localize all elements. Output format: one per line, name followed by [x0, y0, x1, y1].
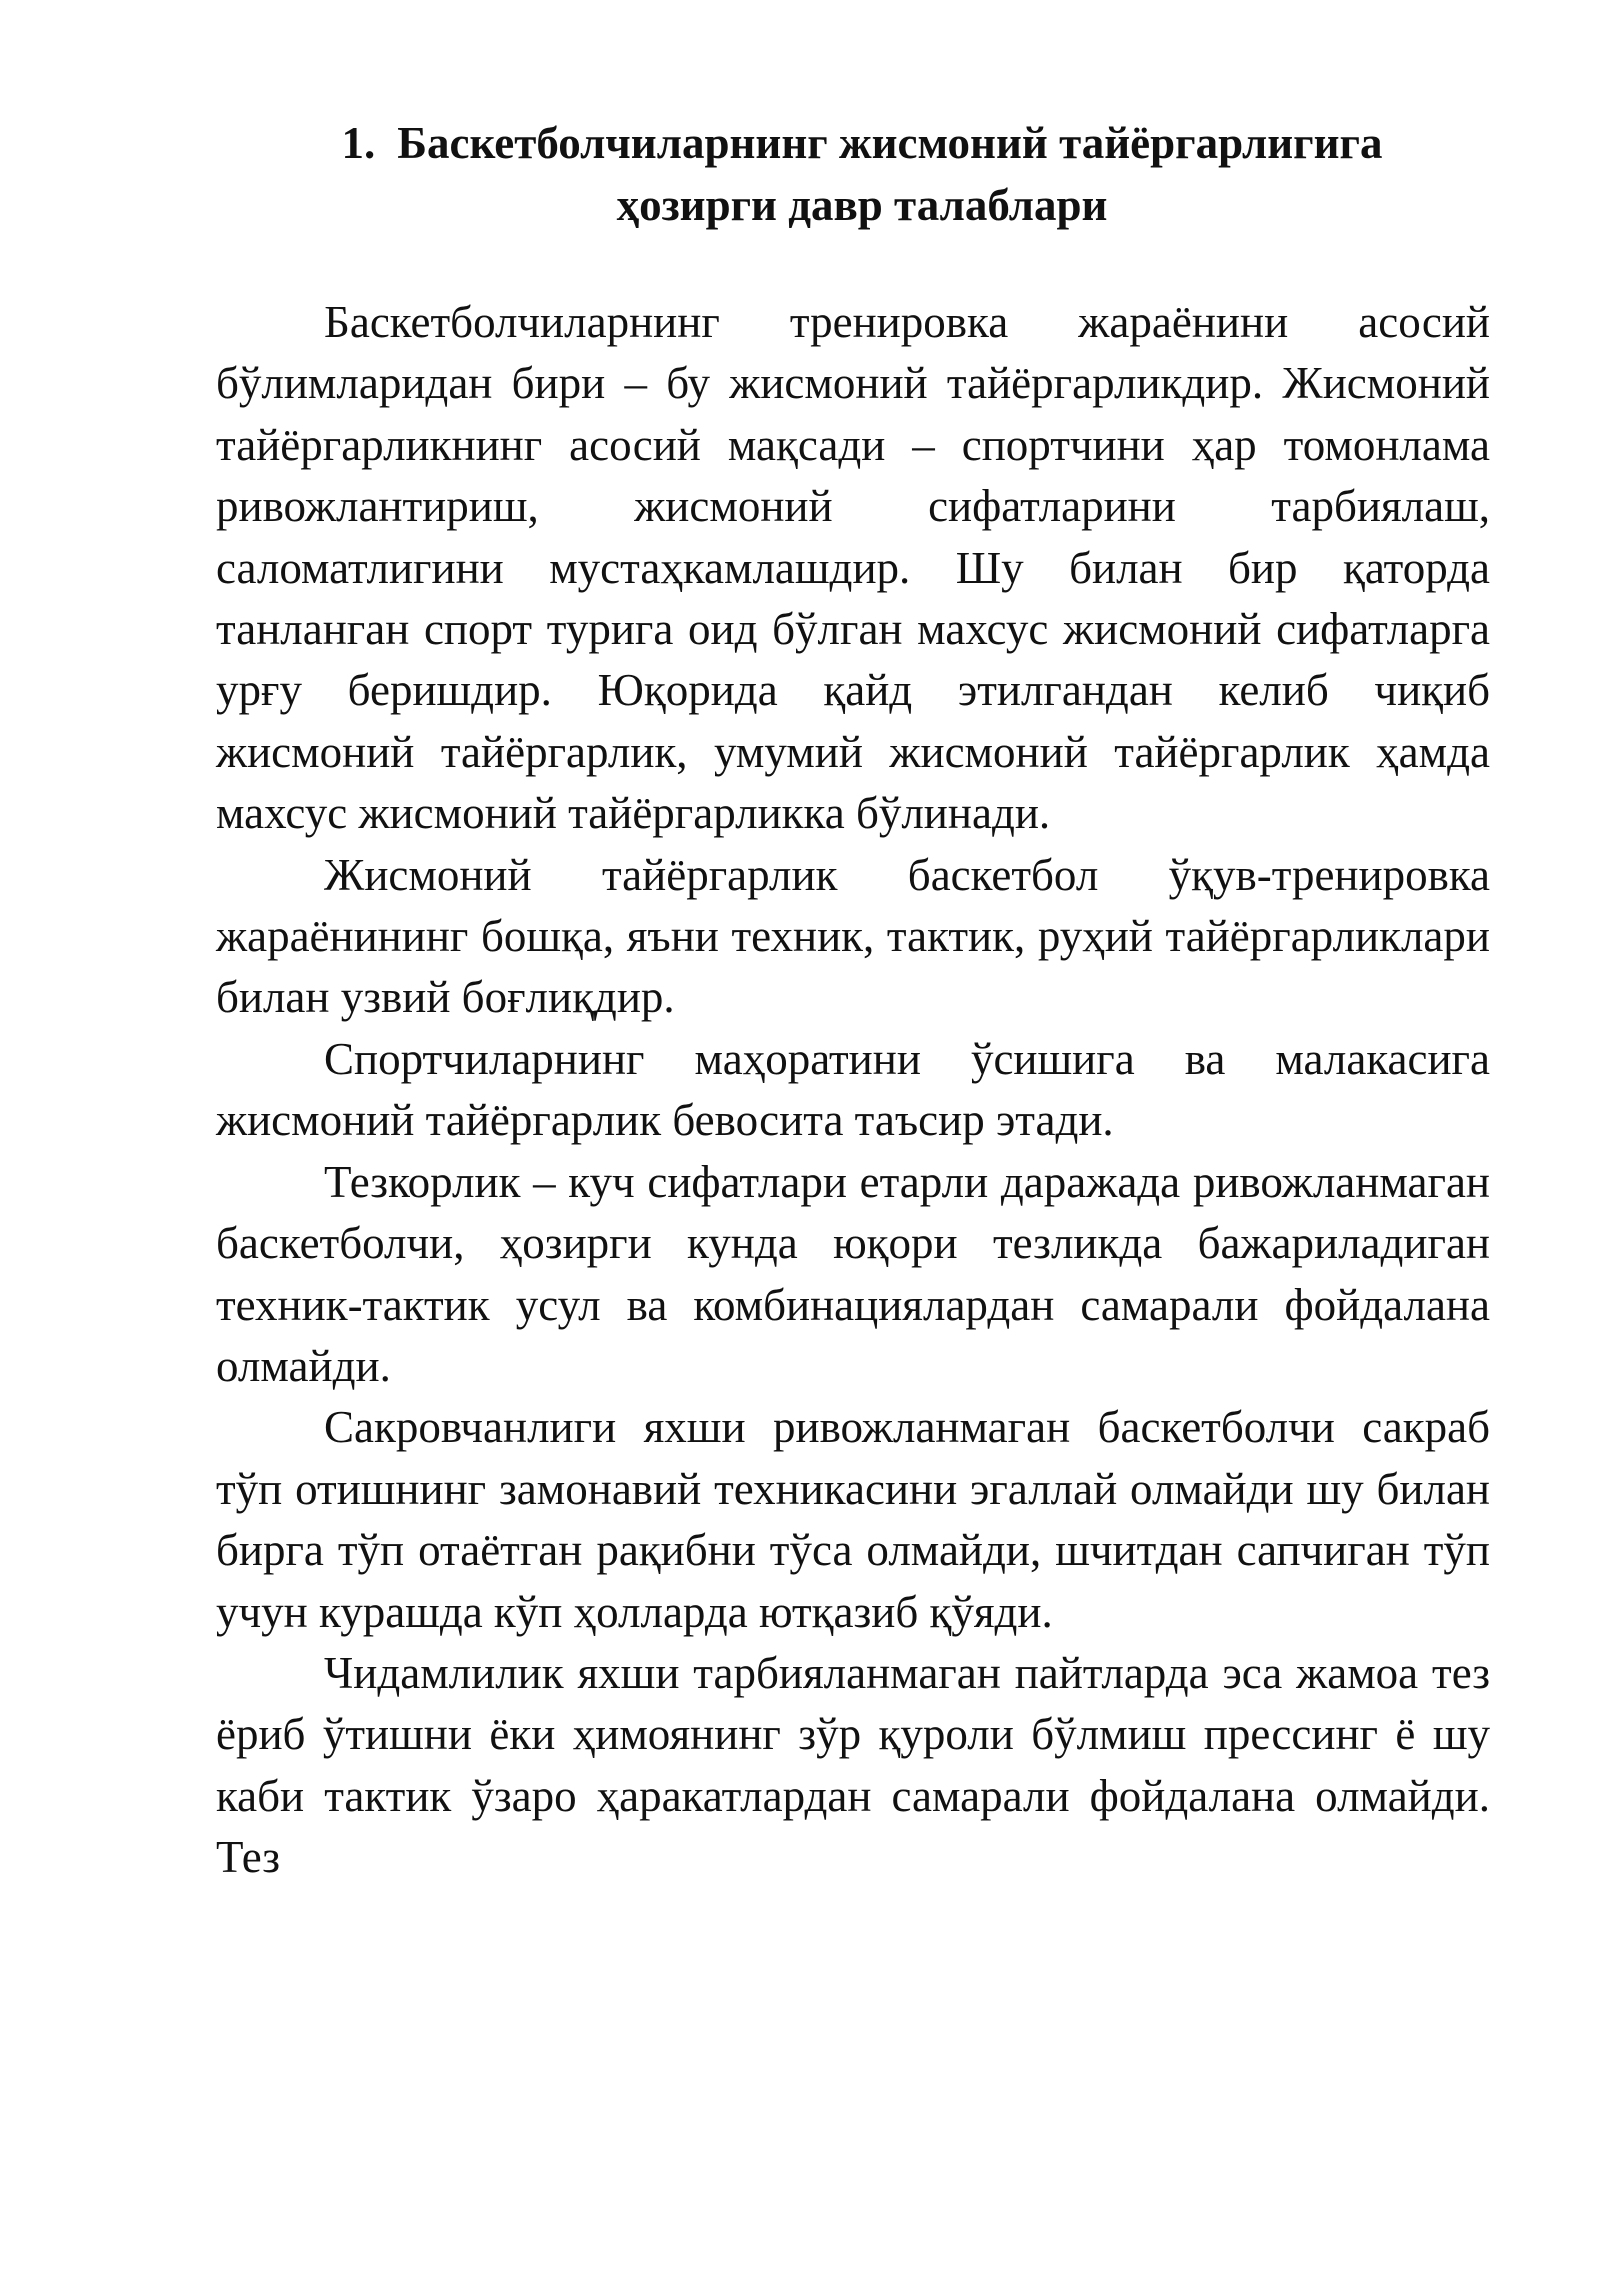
heading-line-2: ҳозирги давр талаблари — [616, 180, 1108, 230]
body-text — [216, 292, 1490, 1889]
section-number: 1. — [341, 118, 376, 168]
paragraph-5: Сакровчанлиги яхши ривожланмаган баскетболчи сакраб тўп отишнинг замонавий техникасини эгаллай олмайди шу билан бирга тўп отаётган рақибни тўса олмайди, шчитдан сапчиган тўп учун курашда кўп ҳолларда ютқазиб қўяди. — [216, 1402, 1490, 1637]
paragraph-4: Тезкорлик – куч сифатлари етарли даражада ривожланмаган баскетболчи, ҳозирги кунда юқори тезликда бажариладиган техник-тактик усул ва комбинациялардан самарали фойдалана олмайди. — [216, 1156, 1490, 1391]
paragraph-6: Чидамлилик яхши тарбияланмаган пайтларда эса жамоа тез ёриб ўтишни ёки ҳимоянинг зўр қуроли бўлмиш прессинг ё шу каби тактик ўзаро ҳаракатлардан самарали фойдалана олмайди. Тез — [216, 1647, 1490, 1883]
heading-line-1: Баскетболчиларнинг жисмоний тайёргарлигига — [397, 118, 1383, 168]
paragraph-3: Спортчиларнинг маҳоратини ўсишига ва малакасига жисмоний тайёргарлик бевосита таъсир этади. — [216, 1033, 1490, 1146]
document-page — [216, 112, 1490, 1889]
section-heading — [216, 112, 1490, 236]
paragraph-1: Баскетболчиларнинг тренировка жараёнини асосий бўлимларидан бири – бу жисмоний тайёргарликдир. Жисмоний тайёргарликнинг асосий мақсади – спортчини ҳар томонлама ривожлантириш, жисмоний сифатларини тарбиялаш, саломатлигини мустаҳкамлашдир. Шу билан бир қаторда танланган спорт турига оид бўлган махсус жисмоний сифатларга урғу беришдир. Юқорида қайд этилгандан келиб чиқиб жисмоний тайёргарлик, умумий жисмоний тайёргарлик ҳамда махсус жисмоний тайёргарликка бўлинади. — [216, 297, 1490, 839]
paragraph-2: Жисмоний тайёргарлик баскетбол ўқув-тренировка жараёнининг бошқа, яъни техник, тактик, руҳий тайёргарликлари билан узвий боғлиқдир. — [216, 849, 1490, 1023]
